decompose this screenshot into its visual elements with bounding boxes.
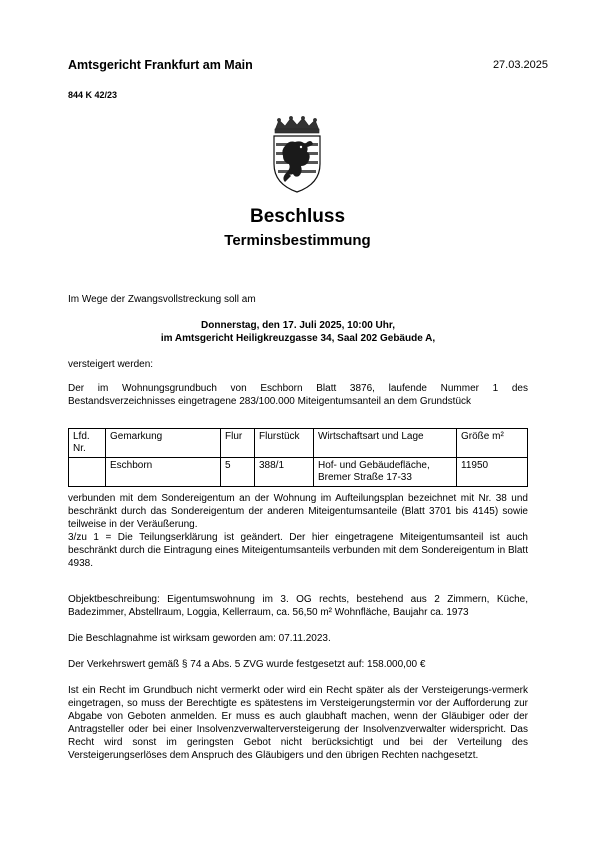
table-cell: Hof- und Gebäudefläche, Bremer Straße 17-33 (314, 458, 457, 487)
rights-notice: Ist ein Recht im Grundbuch nicht vermerkt oder wird ein Recht später als der Versteigerungs-vermerk eingetragen, so muss der Berechtigte es spätestens im Versteigerungstermin vor der Aufforderung zur Abgabe von Geboten anmelden. Er muss es auch glaubhaft machen, wenn der Gläubiger oder der Antragsteller oder bei einer Insolvenzverwalterversteigerung der Insolvenzverwalter widerspricht. Das Recht wird sonst im geringsten Gebot nicht berücksichtigt und bei der Verteilung des Versteigerungserlöses dem Anspruch des Gläubigers und den übrigen Rechten nachgesetzt. (68, 685, 528, 761)
document-subtitle: Terminsbestimmung (224, 232, 371, 249)
table-header-cell: Flurstück (255, 429, 314, 458)
document-date: 27.03.2025 (492, 59, 548, 71)
table-header-cell: Wirtschaftsart und Lage (314, 429, 457, 458)
table-cell: 388/1 (255, 458, 314, 487)
property-table (68, 428, 528, 487)
versteigert-text: versteigert werden: (68, 359, 154, 370)
table-cell: 11950 (457, 458, 528, 487)
table-row (69, 458, 528, 487)
table-header-cell: Flur (221, 429, 255, 458)
table-header-cell: Lfd. Nr. (69, 429, 106, 458)
court-name: Amtsgericht Frankfurt am Main (68, 58, 253, 72)
table-cell: 5 (221, 458, 255, 487)
coat-of-arms-hesse-icon (267, 116, 327, 194)
table-cell: Eschborn (106, 458, 221, 487)
teilung-text: 3/zu 1 = Die Teilungserklärung ist geändert. Der hier eingetragene Miteigentumsanteil ist auch beschränkt durch die Eintragung eines Miteigentumsanteils verbunden mit dem Sondereigentum in Blatt 4938. (68, 532, 528, 569)
sondereigentum-text: verbunden mit dem Sondereigentum an der Wohnung im Aufteilungsplan bezeichnet mit Nr. 38 und beschränkt durch das Sondereigentum der anderen Miteigentumsanteile (Blatt 3701 bis 4145) sowie teilweise in der Veräußerung. (68, 493, 528, 530)
table-header-cell: Größe m² (457, 429, 528, 458)
seizure-date: Die Beschlagnahme ist wirksam geworden am: 07.11.2023. (68, 633, 331, 644)
market-value: Der Verkehrswert gemäß § 74 a Abs. 5 ZVG wurde festgesetzt auf: 158.000,00 € (68, 659, 426, 670)
property-intro: Der im Wohnungsgrundbuch von Eschborn Blatt 3876, laufende Nummer 1 des Bestandsverzeichnisses eingetragene 283/100.000 Miteigentumsanteil an dem Grundstück (68, 383, 528, 407)
appointment-date: Donnerstag, den 17. Juli 2025, 10:00 Uhr, (201, 320, 395, 331)
intro-text: Im Wege der Zwangsvollstreckung soll am (68, 294, 256, 305)
table-header-cell: Gemarkung (106, 429, 221, 458)
table-header-row (69, 429, 528, 458)
document-title: Beschluss (249, 206, 346, 227)
object-description: Objektbeschreibung: Eigentumswohnung im 3. OG rechts, bestehend aus 2 Zimmern, Küche, Badezimmer, Abstellraum, Loggia, Kellerraum, ca. 56,50 m² Wohnfläche, Baujahr ca. 1973 (68, 594, 528, 618)
table-cell (69, 458, 106, 487)
case-number: 844 K 42/23 (68, 90, 118, 100)
appointment-location: im Amtsgericht Heiligkreuzgasse 34, Saal 202 Gebäude A, (160, 333, 436, 344)
